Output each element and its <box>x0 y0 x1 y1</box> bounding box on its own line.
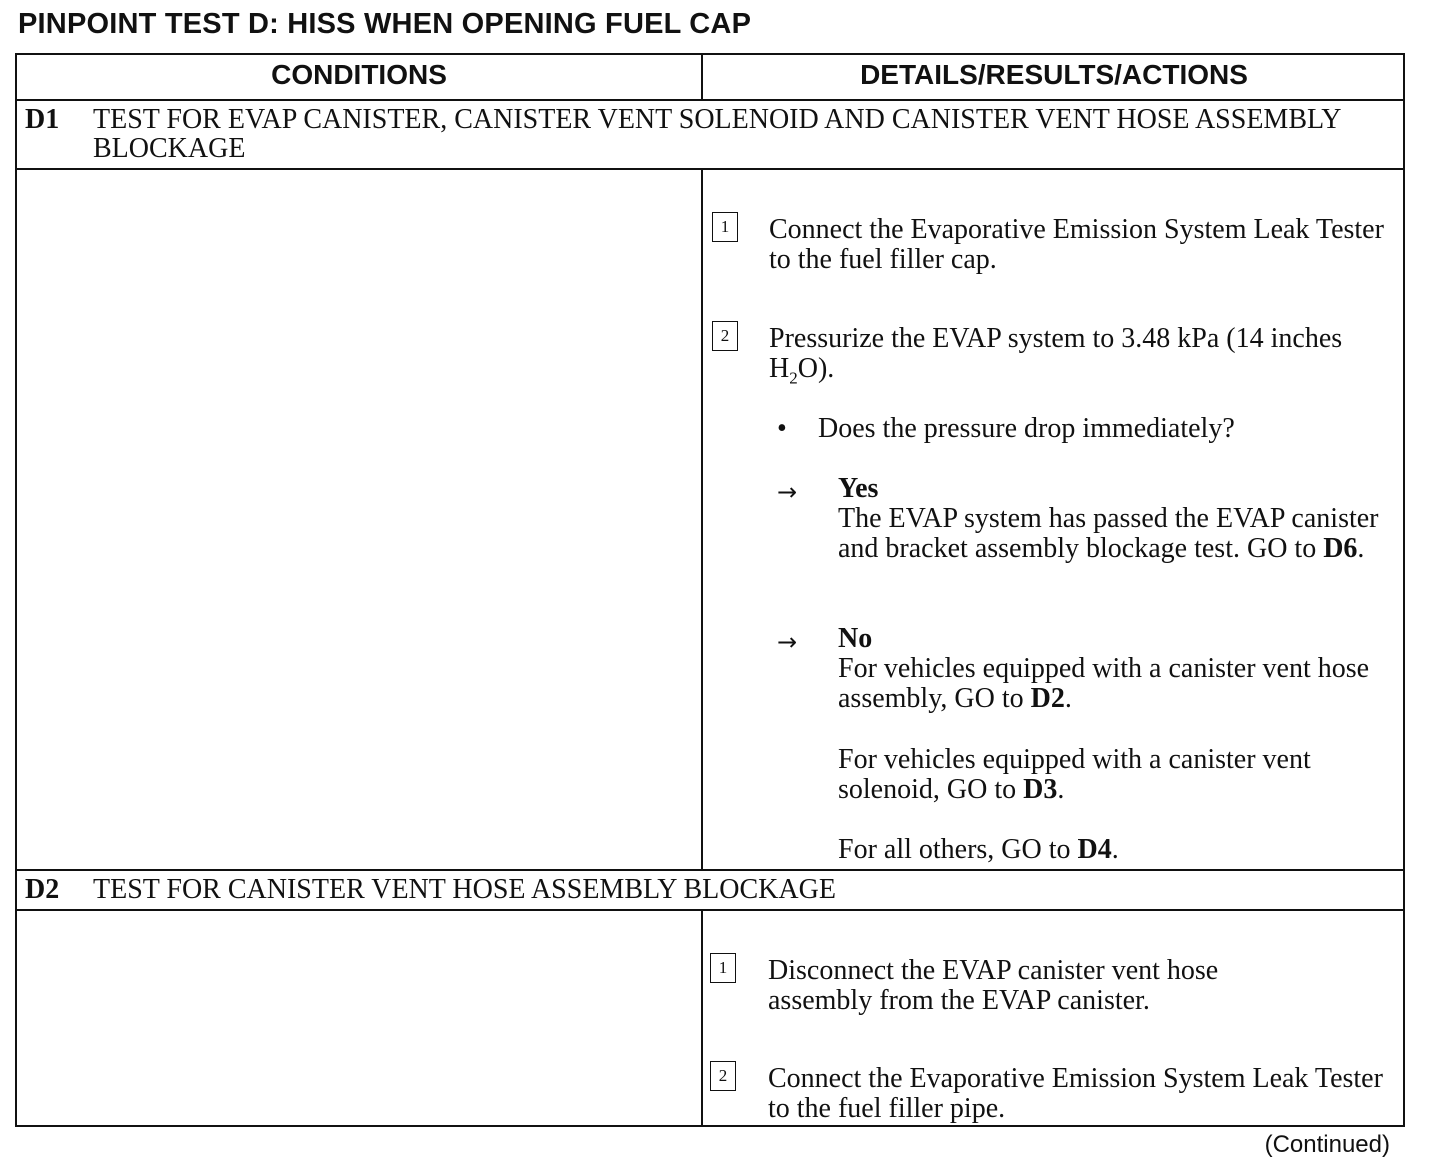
bullet-icon: • <box>777 413 787 444</box>
pinpoint-test-table <box>15 53 1405 1127</box>
goto-ref: D3 <box>1023 774 1058 805</box>
section-id: D1 <box>25 104 60 135</box>
result-no-solenoid: For vehicles equipped with a canister vent solenoid, GO to D3. <box>838 744 1311 805</box>
arrow-right-icon: → <box>777 478 798 506</box>
step-text: Connect the Evaporative Emission System Leak Tester to the fuel filler pipe. <box>768 1063 1383 1124</box>
step-number-box: 1 <box>710 953 736 983</box>
step-number-box: 1 <box>712 212 738 242</box>
details-header: DETAILS/RESULTS/ACTIONS <box>860 59 1248 90</box>
section-heading-text: TEST FOR CANISTER VENT HOSE ASSEMBLY BLOCKAGE <box>93 874 836 905</box>
goto-ref: D4 <box>1077 834 1112 865</box>
column-divider <box>701 170 703 869</box>
step-number-box: 2 <box>710 1061 736 1091</box>
result-yes: Yes The EVAP system has passed the EVAP canister and bracket assembly blockage test. GO to D6. <box>838 473 1379 564</box>
arrow-right-icon: → <box>777 628 798 656</box>
page-title: PINPOINT TEST D: HISS WHEN OPENING FUEL CAP <box>18 8 752 40</box>
section-id: D2 <box>25 874 60 905</box>
continued-note: (Continued) <box>1264 1131 1390 1158</box>
step-text: Disconnect the EVAP canister vent hose assembly from the EVAP canister. <box>768 955 1219 1016</box>
step-number-box: 2 <box>712 321 738 351</box>
column-divider <box>701 55 703 99</box>
conditions-header: CONDITIONS <box>271 59 447 90</box>
goto-ref: D2 <box>1030 683 1065 714</box>
goto-ref: D6 <box>1323 533 1358 564</box>
step-text: Pressurize the EVAP system to 3.48 kPa (14 inches $H_2O$). <box>769 323 1343 388</box>
row-divider <box>17 168 1403 170</box>
column-divider <box>701 911 703 1125</box>
result-label: No <box>838 623 873 654</box>
question-text: Does the pressure drop immediately? <box>818 413 1235 444</box>
row-divider <box>17 909 1403 911</box>
step-text: Connect the Evaporative Emission System Leak Tester to the fuel filler cap. <box>769 214 1384 275</box>
row-divider <box>17 869 1403 871</box>
section-heading-text: TEST FOR EVAP CANISTER, CANISTER VENT SOLENOID AND CANISTER VENT HOSE ASSEMBLY BLOCKAGE <box>93 104 1341 164</box>
table-header <box>17 55 1403 101</box>
result-label: Yes <box>838 473 879 504</box>
result-no-others: For all others, GO to D4. <box>838 834 1119 865</box>
result-no: No For vehicles equipped with a canister vent hose assembly, GO to D2. <box>838 623 1370 714</box>
